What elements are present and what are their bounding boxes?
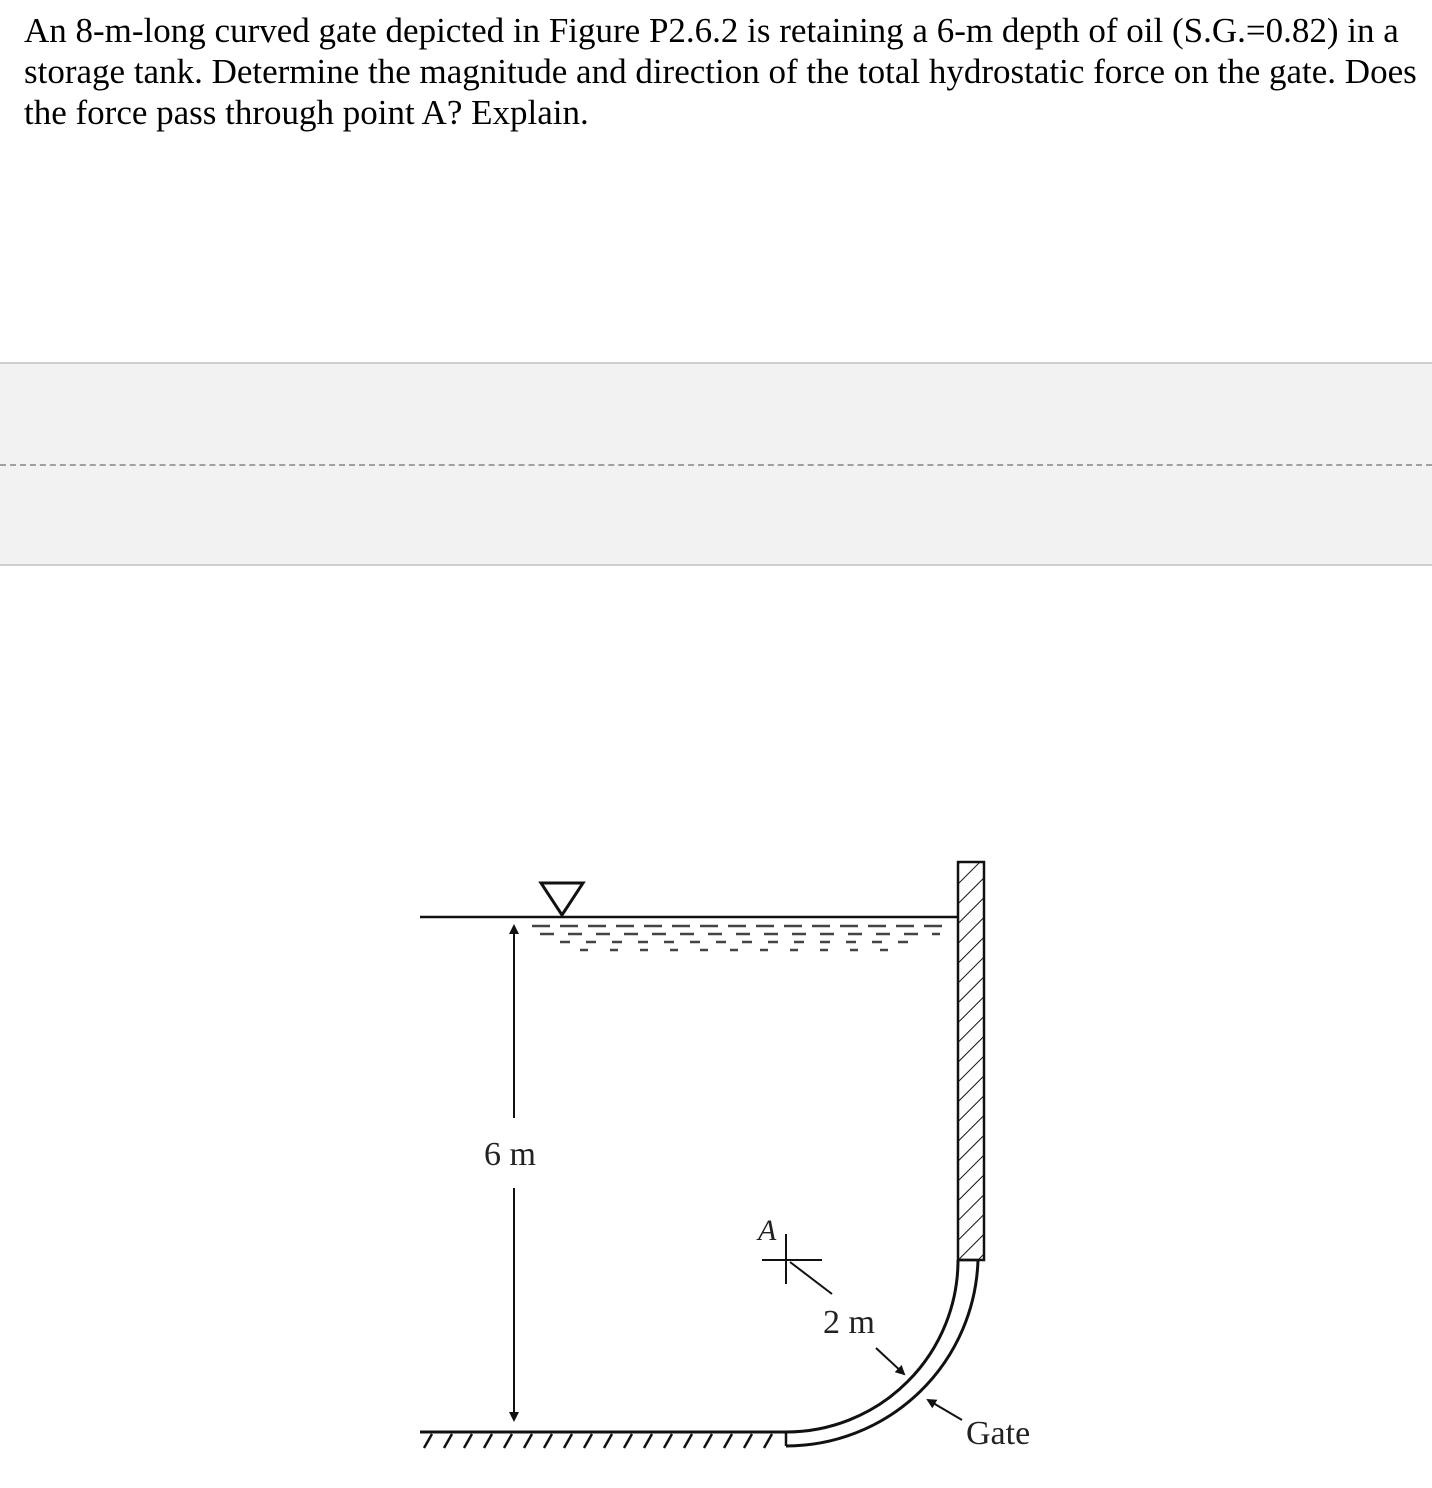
radius-arrow (876, 1348, 904, 1374)
gate-arrow (928, 1400, 962, 1420)
radius-label: 2 m (823, 1304, 875, 1341)
ground-hatch (424, 1434, 772, 1448)
tank-wall (958, 862, 984, 1260)
gate-label: Gate (966, 1415, 1031, 1452)
depth-label: 6 m (484, 1136, 536, 1173)
point-a-label: A (758, 1214, 777, 1247)
radius-line (790, 1262, 832, 1294)
problem-statement: An 8-m-long curved gate depicted in Figure P2.6.2 is retaining a 6-m depth of oil (S.G.=0.82) in a storage tank. Determine the magnitude and direction of the total hydrostatic force on the gate. Does the force pass through point A? Explain. (24, 11, 1417, 132)
curved-gate (786, 1260, 958, 1432)
free-surface-symbol-icon (541, 883, 583, 915)
liquid-dashes (532, 926, 948, 950)
